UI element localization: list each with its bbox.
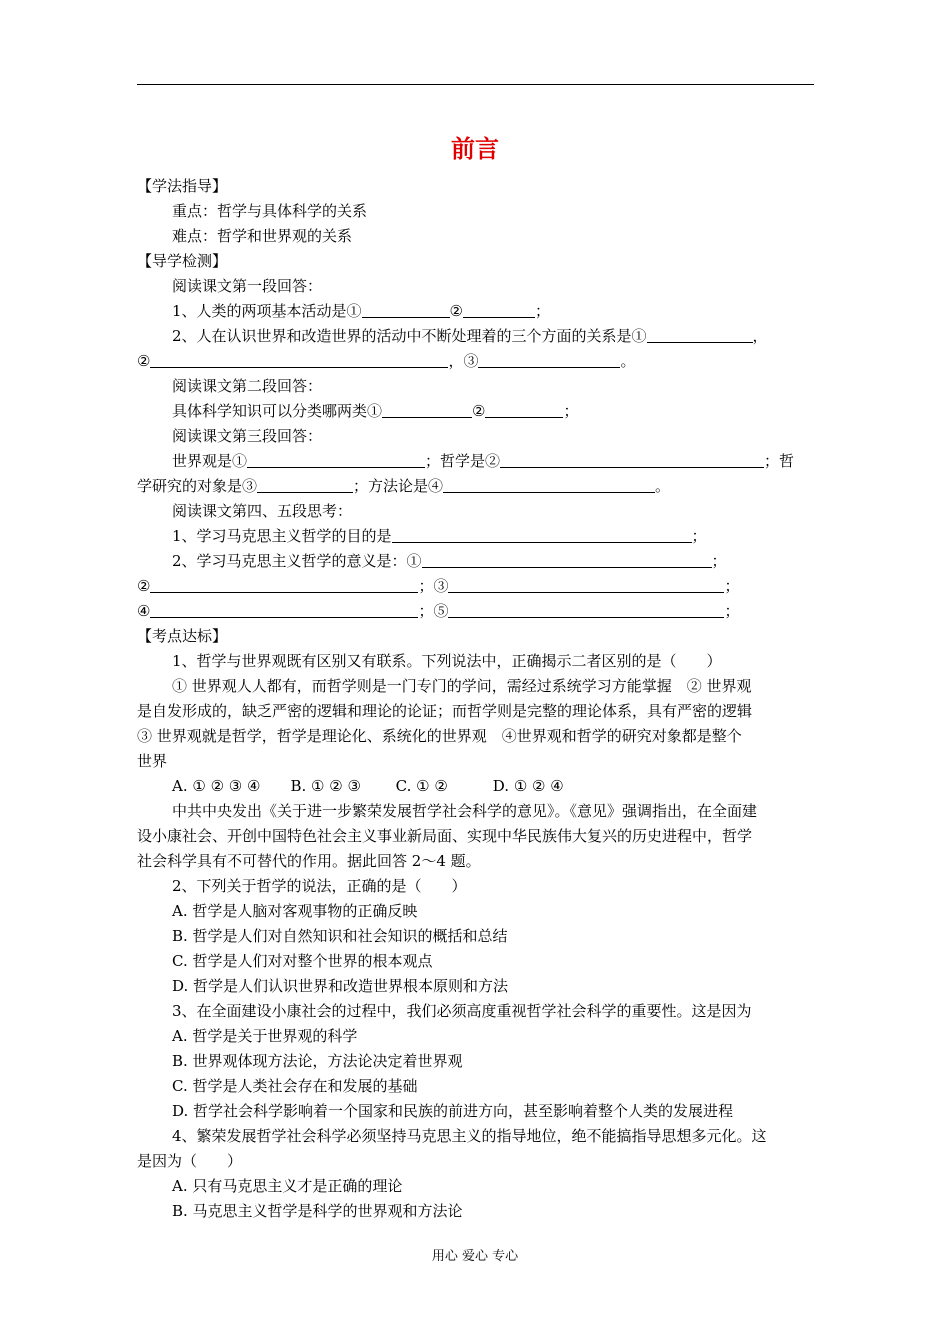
option-b: B. 世界观体现方法论，方法论决定着世界观: [172, 1052, 463, 1070]
reading-prompt-1: 阅读课文第一段回答：: [172, 277, 323, 295]
section-heading-exam-points: 【考点达标】: [137, 627, 228, 645]
blank[interactable]: [647, 326, 753, 343]
blank[interactable]: [443, 476, 655, 493]
question-line: 2、学习马克思主义哲学的意义是：① ；: [172, 552, 727, 570]
blank[interactable]: [362, 301, 450, 318]
question-4: 4、繁荣发展哲学社会科学必须坚持马克思主义的指导地位，绝不能搞指导思想多元化。这: [172, 1127, 767, 1145]
reading-prompt-4: 阅读课文第四、五段思考：: [172, 502, 353, 520]
question-line: 1、学习马克思主义哲学的目的是 ；: [172, 527, 707, 545]
blank[interactable]: [392, 526, 692, 543]
blank[interactable]: [150, 351, 448, 368]
blank[interactable]: [485, 401, 563, 418]
blank[interactable]: [448, 576, 724, 593]
statement-line: ③ 世界观就是哲学，哲学是理论化、系统化的世界观 ④世界观和哲学的研究对象都是整个: [137, 727, 742, 745]
option-c: C. 哲学是人类社会存在和发展的基础: [172, 1077, 418, 1095]
page-footer: 用心 爱心 专心: [431, 1249, 519, 1264]
option-d: D. 哲学社会科学影响着一个国家和民族的前进方向，甚至影响着整个人类的发展进程: [172, 1102, 734, 1120]
question-line: 世界观是① ；哲学是② ；哲: [172, 452, 795, 470]
question-3: 3、在全面建设小康社会的过程中，我们必须高度重视哲学社会科学的重要性。这是因为: [172, 1002, 752, 1020]
blank[interactable]: [257, 476, 353, 493]
option-b: B. 马克思主义哲学是科学的世界观和方法论: [172, 1202, 463, 1220]
answer-options: A. ① ② ③ ④ B. ① ② ③ C. ① ② D. ① ② ④: [172, 777, 564, 795]
difficult-point: 难点：哲学和世界观的关系: [172, 227, 353, 245]
question-line: ② ，③ 。: [137, 352, 636, 370]
option-c: C. 哲学是人们对对整个世界的根本观点: [172, 952, 433, 970]
statement-line: 世界: [137, 752, 168, 770]
page-title: 前言: [451, 135, 499, 163]
blank[interactable]: [422, 551, 712, 568]
question-line: ② ；③ ；: [137, 577, 740, 595]
reading-prompt-3: 阅读课文第三段回答：: [172, 427, 323, 445]
blank[interactable]: [150, 601, 418, 618]
material-line: 社会科学具有不可替代的作用。据此回答 2～4 题。: [137, 852, 481, 870]
question-line: ④ ；⑤ ；: [137, 602, 740, 620]
question-line: 2、人在认识世界和改造世界的活动中不断处理着的三个方面的关系是① ，: [172, 327, 768, 345]
blank[interactable]: [150, 576, 418, 593]
question-2: 2、下列关于哲学的说法，正确的是（ ）: [172, 877, 467, 895]
option-a: A. 只有马克思主义才是正确的理论: [172, 1177, 403, 1195]
question-line: 学研究的对象是③ ；方法论是④ 。: [137, 477, 671, 495]
reading-prompt-2: 阅读课文第二段回答：: [172, 377, 323, 395]
key-point: 重点：哲学与具体科学的关系: [172, 202, 368, 220]
question-4-cont: 是因为（ ）: [137, 1152, 243, 1170]
statement-line: 是自发形成的，缺乏严密的逻辑和理论的论证；而哲学则是完整的理论体系，具有严密的逻辑: [137, 702, 753, 720]
question-1: 1、哲学与世界观既有区别又有联系。下列说法中，正确揭示二者区别的是（ ）: [172, 652, 722, 670]
material-line: 设小康社会、开创中国特色社会主义事业新局面、实现中华民族伟大复兴的历史进程中，哲学: [137, 827, 753, 845]
statement-line: ① 世界观人人都有，而哲学则是一门专门的学问，需经过系统学习方能掌握 ② 世界观: [172, 677, 752, 695]
question-line: 1、人类的两项基本活动是① ② ；: [172, 302, 551, 320]
header-rule: [137, 84, 814, 85]
section-heading-study-guide: 【学法指导】: [137, 177, 228, 195]
section-heading-guided-check: 【导学检测】: [137, 252, 228, 270]
blank[interactable]: [448, 601, 724, 618]
blank[interactable]: [247, 451, 425, 468]
option-a: A. 哲学是人脑对客观事物的正确反映: [172, 902, 418, 920]
option-a: A. 哲学是关于世界观的科学: [172, 1027, 358, 1045]
blank[interactable]: [478, 351, 620, 368]
blank[interactable]: [500, 451, 764, 468]
material-line: 中共中央发出《关于进一步繁荣发展哲学社会科学的意见》。《意见》强调指出，在全面建: [172, 802, 758, 820]
option-d: D. 哲学是人们认识世界和改造世界根本原则和方法: [172, 977, 509, 995]
blank[interactable]: [382, 401, 472, 418]
question-line: 具体科学知识可以分类哪两类① ② ；: [172, 402, 579, 420]
option-b: B. 哲学是人们对自然知识和社会知识的概括和总结: [172, 927, 508, 945]
blank[interactable]: [463, 301, 535, 318]
